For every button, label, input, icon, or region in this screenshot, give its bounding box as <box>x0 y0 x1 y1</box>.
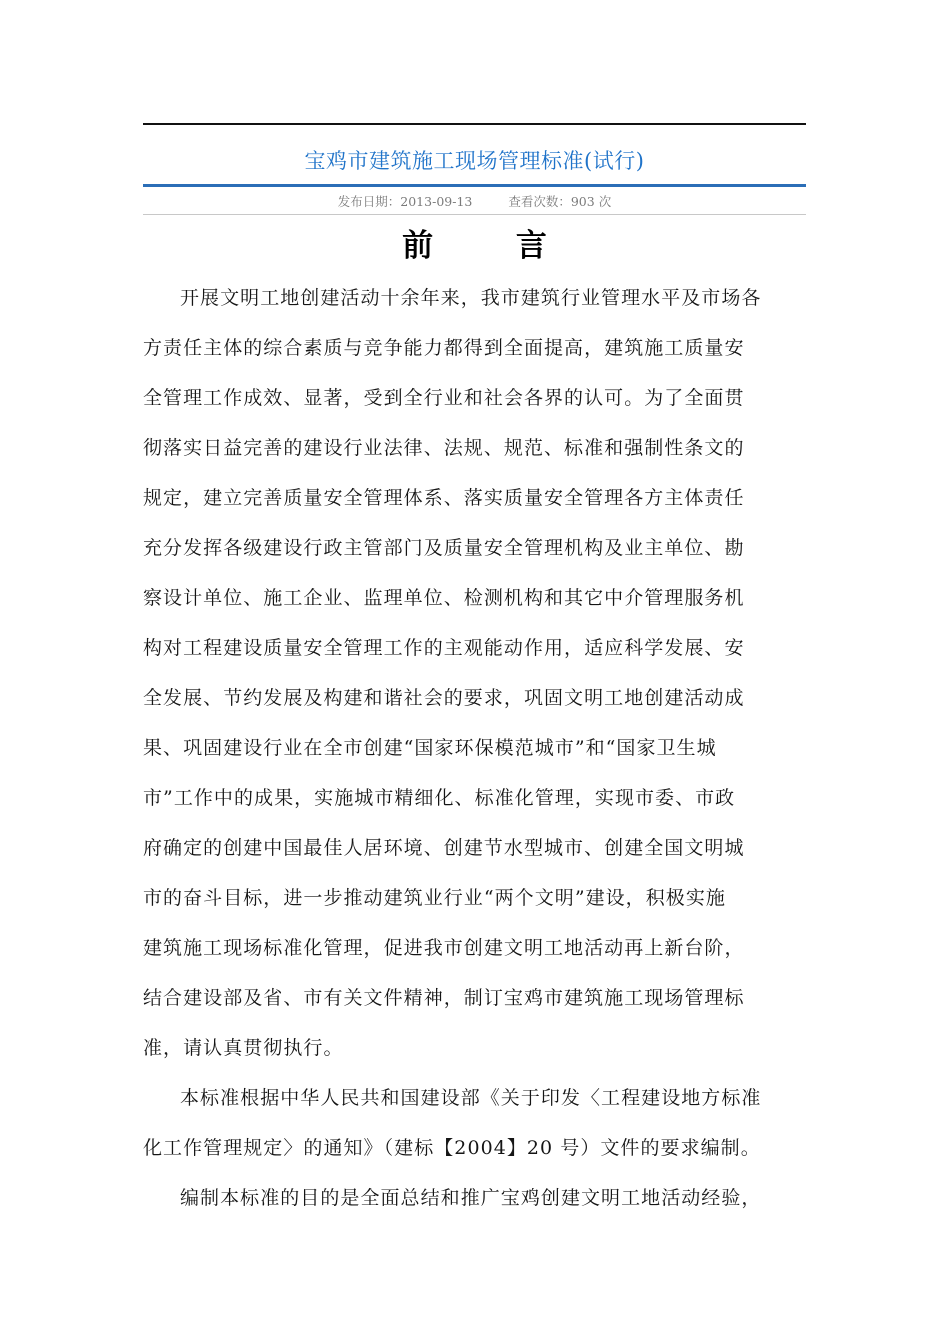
document-title: 宝鸡市建筑施工现场管理标准(试行) <box>304 149 645 173</box>
publish-date: 发布日期：2013-09-13 <box>337 194 473 209</box>
paragraph-line: 准，请认真贯彻执行。 <box>143 1037 344 1059</box>
paragraph-line: 化工作管理规定〉的通知》（建标【2004】20 号）文件的要求编制。 <box>143 1137 761 1159</box>
body-text <box>143 273 806 1223</box>
paragraph-1 <box>143 273 806 1073</box>
title-divider <box>143 184 806 187</box>
paragraph-line: 方责任主体的综合素质与竞争能力都得到全面提高，建筑施工质量安 <box>143 337 745 359</box>
paragraph-line: 规定，建立完善质量安全管理体系、落实质量安全管理各方主体责任 <box>143 487 745 509</box>
paragraph-line: 察设计单位、施工企业、监理单位、检测机构和其它中介管理服务机 <box>143 587 745 609</box>
meta-divider <box>143 214 806 215</box>
paragraph-3 <box>143 1173 806 1223</box>
paragraph-line: 全发展、节约发展及构建和谐社会的要求，巩固文明工地创建活动成 <box>143 687 745 709</box>
paragraph-2 <box>143 1073 806 1173</box>
paragraph-line: 果、巩固建设行业在全市创建“国家环保模范城市”和“国家卫生城 <box>143 737 717 759</box>
paragraph-line: 市的奋斗目标，进一步推动建筑业行业“两个文明”建设，积极实施 <box>143 887 726 909</box>
view-count: 查看次数：903 次 <box>508 194 612 209</box>
paragraph-line: 编制本标准的目的是全面总结和推广宝鸡创建文明工地活动经验， <box>180 1187 762 1209</box>
paragraph-line: 建筑施工现场标准化管理，促进我市创建文明工地活动再上新台阶， <box>143 937 745 959</box>
paragraph-line: 本标准根据中华人民共和国建设部《关于印发〈工程建设地方标准 <box>180 1087 762 1109</box>
section-heading: 前 言 <box>402 228 583 264</box>
paragraph-line: 全管理工作成效、显著，受到全行业和社会各界的认可。为了全面贯 <box>143 387 745 409</box>
top-divider <box>143 123 806 125</box>
document-meta <box>143 193 806 211</box>
paragraph-line: 府确定的创建中国最佳人居环境、创建节水型城市、创建全国文明城 <box>143 837 745 859</box>
paragraph-line: 结合建设部及省、市有关文件精神，制订宝鸡市建筑施工现场管理标 <box>143 987 745 1009</box>
paragraph-line: 市”工作中的成果，实施城市精细化、标准化管理，实现市委、市政 <box>143 787 736 809</box>
paragraph-line: 构对工程建设质量安全管理工作的主观能动作用，适应科学发展、安 <box>143 637 745 659</box>
paragraph-line: 充分发挥各级建设行政主管部门及质量安全管理机构及业主单位、勘 <box>143 537 745 559</box>
paragraph-line: 开展文明工地创建活动十余年来，我市建筑行业管理水平及市场各 <box>180 287 762 309</box>
paragraph-line: 彻落实日益完善的建设行业法律、法规、规范、标准和强制性条文的 <box>143 437 745 459</box>
